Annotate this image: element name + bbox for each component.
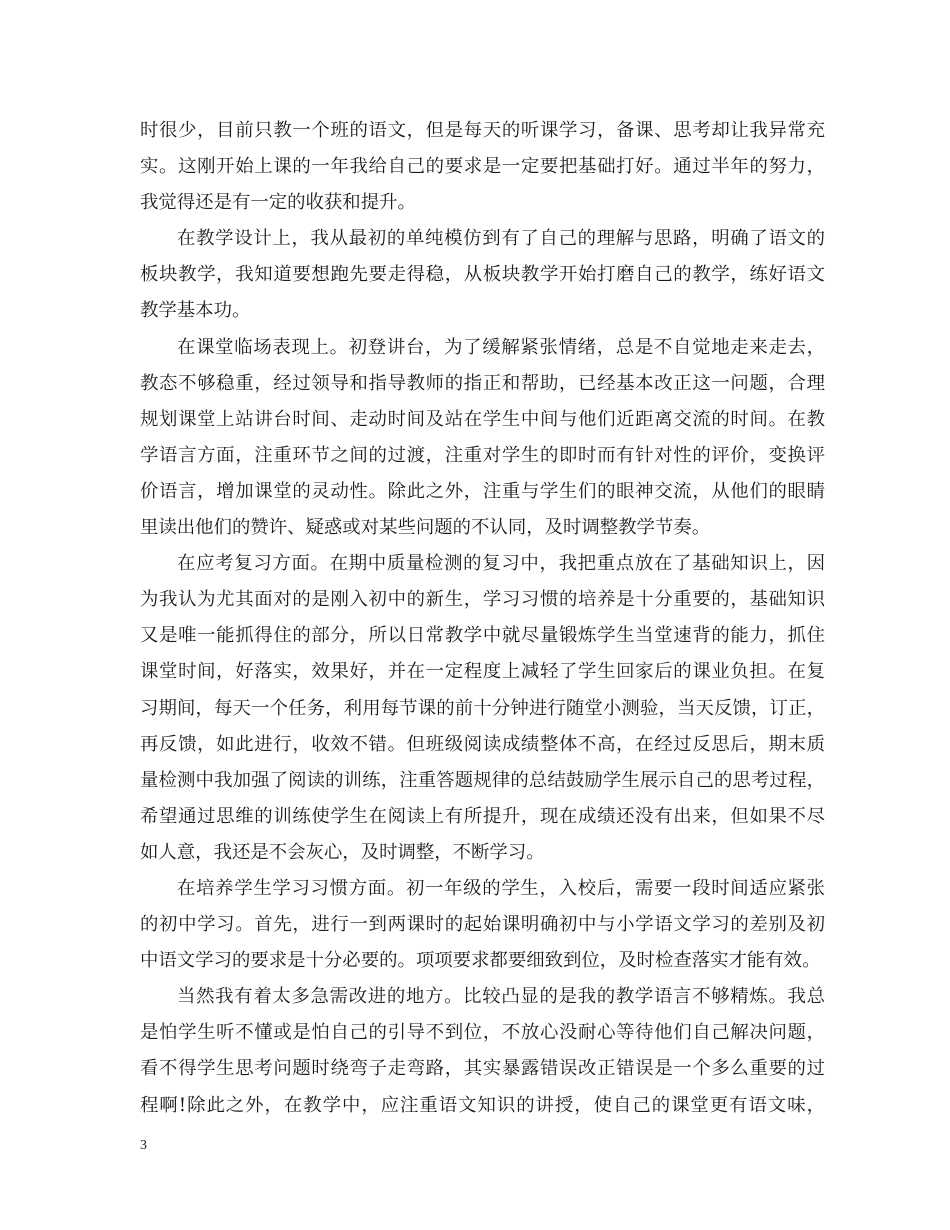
text-line: 程啊!除此之外，在教学中，应注重语文知识的讲授，使自己的课堂更有语文味， [140, 1094, 825, 1116]
text-line: 量检测中我加强了阅读的训练，注重答题规律的总结鼓励学生展示自己的思考过程， [140, 769, 825, 791]
text-line: 课堂时间，好落实，效果好，并在一定程度上减轻了学生回家后的课业负担。在复 [140, 661, 825, 683]
text-line: 教学基本功。 [140, 300, 251, 322]
text-line: 规划课堂上站讲台时间、走动时间及站在学生中间与他们近距离交流的时间。在教 [140, 408, 825, 430]
text-line: 再反馈，如此进行，收效不错。但班级阅读成绩整体不高，在经过反思后，期末质 [140, 733, 825, 755]
text-line: 在课堂临场表现上。初登讲台，为了缓解紧张情绪，总是不自觉地走来走去， [177, 336, 825, 358]
text-line: 如人意，我还是不会灰心，及时调整，不断学习。 [140, 841, 545, 863]
text-line: 在教学设计上，我从最初的单纯模仿到有了自己的理解与思路，明确了语文的 [177, 228, 825, 250]
text-line: 学语言方面，注重环节之间的过渡，注重对学生的即时而有针对性的评价，变换评 [140, 444, 825, 466]
text-line: 为我认为尤其面对的是刚入初中的新生，学习习惯的培养是十分重要的，基础知识 [140, 589, 825, 611]
text-line: 习期间，每天一个任务，利用每节课的前十分钟进行随堂小测验，当天反馈，订正， [140, 697, 825, 719]
text-line: 在应考复习方面。在期中质量检测的复习中，我把重点放在了基础知识上，因 [177, 553, 825, 575]
text-line: 当然我有着太多急需改进的地方。比较凸显的是我的教学语言不够精炼。我总 [177, 986, 825, 1008]
text-line: 教态不够稳重，经过领导和指导教师的指正和帮助，已经基本改正这一问题，合理 [140, 372, 825, 394]
text-line: 又是唯一能抓得住的部分，所以日常教学中就尽量锻炼学生当堂速背的能力，抓住 [140, 625, 825, 647]
text-line: 是怕学生听不懂或是怕自己的引导不到位，不放心没耐心等待他们自己解决问题， [140, 1022, 825, 1044]
text-line: 希望通过思维的训练使学生在阅读上有所提升，现在成绩还没有出来，但如果不尽 [140, 805, 825, 827]
text-line: 我觉得还是有一定的收获和提升。 [140, 192, 416, 214]
text-line: 板块教学，我知道要想跑先要走得稳，从板块教学开始打磨自己的教学，练好语文 [140, 264, 825, 286]
text-line: 实。这刚开始上课的一年我给自己的要求是一定要把基础打好。通过半年的努力， [140, 156, 825, 178]
text-line: 看不得学生思考问题时绕弯子走弯路，其实暴露错误改正错误是一个多么重要的过 [140, 1058, 825, 1080]
text-line: 在培养学生学习习惯方面。初一年级的学生，入校后，需要一段时间适应紧张 [177, 877, 825, 899]
text-line: 的初中学习。首先，进行一到两课时的起始课明确初中与小学语文学习的差别及初 [140, 914, 825, 936]
text-line: 时很少，目前只教一个班的语文，但是每天的听课学习，备课、思考却让我异常充 [140, 120, 825, 141]
text-line: 里读出他们的赞许、疑惑或对某些问题的不认同，及时调整教学节奏。 [140, 517, 711, 539]
document-body [140, 113, 825, 1124]
text-line: 价语言，增加课堂的灵动性。除此之外，注重与学生们的眼神交流，从他们的眼睛 [140, 480, 825, 502]
text-line: 中语文学习的要求是十分必要的。项项要求都要细致到位，及时检查落实才能有效。 [140, 950, 821, 972]
page-number: 3 [140, 1138, 147, 1153]
